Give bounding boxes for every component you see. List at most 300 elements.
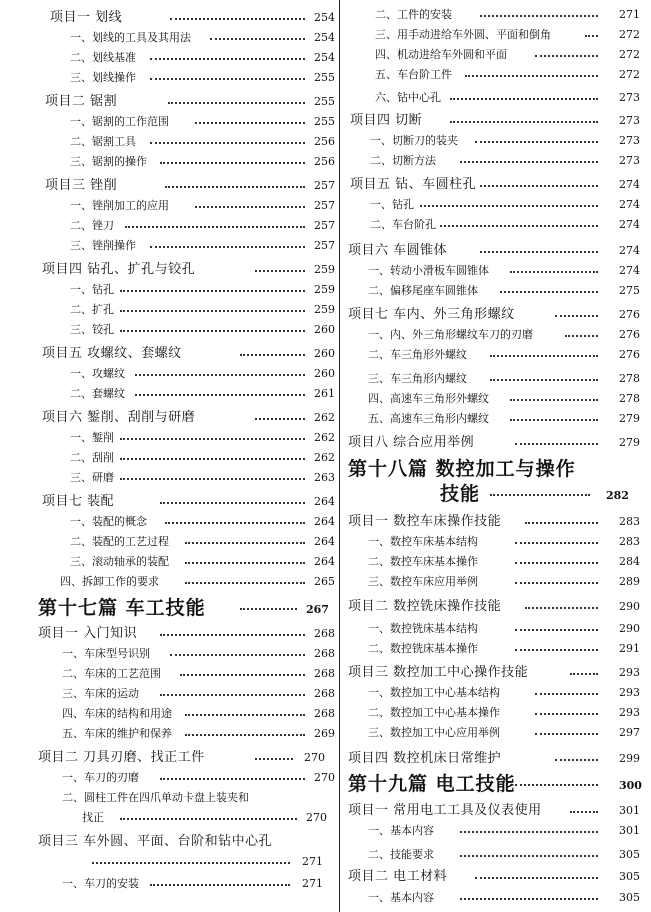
toc-page-number: 274 <box>619 264 640 277</box>
dot-leader <box>150 58 305 60</box>
toc-entry-proj <box>0 8 339 28</box>
toc-entry-proj <box>340 867 651 887</box>
toc-page-number: 263 <box>314 471 335 484</box>
toc-page-number: 268 <box>314 687 335 700</box>
dot-leader <box>185 714 305 716</box>
toc-entry-title: 二、工件的安装 <box>375 8 452 21</box>
toc-entry-title: 一、装配的概念 <box>70 515 147 528</box>
toc-page-number: 290 <box>619 600 640 613</box>
toc-page-number: 273 <box>619 91 640 104</box>
dot-leader <box>150 884 290 886</box>
toc-entry-proj <box>340 597 651 617</box>
toc-entry-title: 项目八 综合应用举例 <box>348 435 475 450</box>
toc-entry-sec <box>0 724 339 744</box>
toc-entry-title: 二、扩孔 <box>70 303 114 316</box>
dot-leader <box>525 522 598 524</box>
toc-entry-title: 第十九篇 电工技能 <box>348 773 516 795</box>
toc-entry-title: 二、切断方法 <box>370 154 436 167</box>
toc-entry-title: 项目五 攻螺纹、套螺纹 <box>42 346 182 361</box>
toc-page-number: 272 <box>619 68 640 81</box>
toc-page-number: 299 <box>619 752 640 765</box>
dot-leader <box>120 438 305 440</box>
dot-leader <box>480 185 598 187</box>
toc-entry-title: 项目一 入门知识 <box>38 626 138 641</box>
toc-entry-title: 项目七 装配 <box>42 494 115 509</box>
toc-entry-title: 项目一 划线 <box>50 10 123 25</box>
toc-entry-title: 项目二 数控铣床操作技能 <box>348 599 502 614</box>
toc-entry-sec <box>340 683 651 703</box>
toc-entry-title: 项目二 锯割 <box>45 94 118 109</box>
toc-entry-sec <box>340 45 651 65</box>
toc-entry-sec <box>340 195 651 215</box>
toc-entry-sec <box>340 723 651 743</box>
dot-leader <box>535 733 598 735</box>
toc-entry-sec <box>340 281 651 301</box>
toc-entry-title: 二、偏移尾座车圆锥体 <box>368 284 478 297</box>
toc-entry-sec <box>340 325 651 345</box>
toc-entry-title: 找正 <box>82 811 104 824</box>
dot-leader <box>500 291 598 293</box>
toc-entry-sec <box>0 152 339 172</box>
toc-entry-sec <box>0 448 339 468</box>
toc-page-number: 275 <box>619 284 640 297</box>
dot-leader <box>170 18 305 20</box>
toc-entry-title: 项目六 錾削、刮削与研磨 <box>42 410 196 425</box>
toc-entry-sec <box>340 845 651 865</box>
toc-entry-title: 一、切断刀的装夹 <box>370 134 458 147</box>
toc-entry-title: 二、车台阶孔 <box>370 218 436 231</box>
toc-page-number: 274 <box>619 218 640 231</box>
toc-entry-sec <box>0 196 339 216</box>
toc-entry-title: 项目三 数控加工中心操作技能 <box>348 665 529 680</box>
dot-leader <box>255 758 293 760</box>
toc-entry-title: 三、铰孔 <box>70 323 114 336</box>
toc-entry-sec <box>0 280 339 300</box>
toc-entry-title: 二、数控铣床基本操作 <box>368 642 478 655</box>
toc-entry-proj <box>340 175 651 195</box>
toc-entry-sec <box>340 639 651 659</box>
dot-leader <box>475 141 598 143</box>
toc-entry-title: 四、高速车三角形外螺纹 <box>368 392 489 405</box>
toc-entry-title: 二、套螺纹 <box>70 387 125 400</box>
toc-page-number: 278 <box>619 372 640 385</box>
dot-leader <box>565 335 598 337</box>
toc-entry-proj <box>340 801 651 821</box>
toc-entry-title: 二、车三角形外螺纹 <box>368 348 467 361</box>
toc-page-number: 282 <box>606 489 629 502</box>
toc-entry-title: 五、车台阶工件 <box>375 68 452 81</box>
dot-leader <box>460 831 598 833</box>
toc-page-number: 254 <box>314 11 335 24</box>
toc-entry-title: 一、车刀的刃磨 <box>62 771 139 784</box>
toc-entry-title: 项目五 钻、车圆柱孔 <box>350 177 477 192</box>
toc-entry-sec <box>0 300 339 320</box>
toc-entry-title: 二、圆柱工件在四爪单动卡盘上装夹和 <box>62 791 249 804</box>
toc-entry-title: 一、数控车床基本结构 <box>368 535 478 548</box>
dot-leader <box>120 818 297 820</box>
toc-page-number: 276 <box>619 308 640 321</box>
dot-leader <box>515 562 598 564</box>
toc-entry-sec <box>0 874 339 894</box>
toc-entry-sec <box>0 384 339 404</box>
toc-page-number: 260 <box>314 367 335 380</box>
toc-page-number: 301 <box>619 804 640 817</box>
dot-leader <box>185 734 305 736</box>
toc-entry-title: 一、錾削 <box>70 431 114 444</box>
toc-entry-title: 一、内、外三角形螺纹车刀的刃磨 <box>368 328 533 341</box>
toc-page-number: 262 <box>314 451 335 464</box>
dot-leader <box>535 713 598 715</box>
toc-page-number: 271 <box>302 877 323 890</box>
toc-entry-part <box>340 774 651 794</box>
toc-entry-sec <box>0 768 339 788</box>
dot-leader <box>570 673 598 675</box>
toc-entry-sec <box>0 320 339 340</box>
dot-leader <box>120 290 305 292</box>
toc-page-number: 267 <box>306 603 329 616</box>
toc-entry-sec <box>0 808 339 828</box>
toc-entry-sec <box>0 532 339 552</box>
toc-entry-sec <box>0 468 339 488</box>
dot-leader <box>165 522 305 524</box>
toc-entry-title: 二、装配的工艺过程 <box>70 535 169 548</box>
toc-entry-part <box>0 598 339 618</box>
toc-page-number: 264 <box>314 495 335 508</box>
toc-page-number: 265 <box>314 575 335 588</box>
dot-leader <box>120 310 305 312</box>
toc-entry-proj <box>0 260 339 280</box>
dot-leader <box>465 75 598 77</box>
toc-entry-sec <box>0 112 339 132</box>
toc-entry-proj <box>0 344 339 364</box>
dot-leader <box>195 206 305 208</box>
toc-entry-sec <box>340 345 651 365</box>
toc-entry-title: 项目二 刀具刃磨、找正工件 <box>38 750 205 765</box>
dot-leader <box>135 394 305 396</box>
dot-leader <box>480 251 598 253</box>
toc-page-number: 270 <box>314 771 335 784</box>
toc-page-number: 270 <box>306 811 327 824</box>
dot-leader <box>490 355 598 357</box>
toc-entry-sec <box>0 572 339 592</box>
toc-entry-title: 六、钻中心孔 <box>375 91 441 104</box>
toc-page-number: 290 <box>619 622 640 635</box>
toc-page-number: 305 <box>619 848 640 861</box>
dot-leader <box>240 354 305 356</box>
toc-entry-sec <box>340 88 651 108</box>
toc-entry-sec <box>0 552 339 572</box>
toc-page-number: 300 <box>619 779 642 792</box>
dot-leader <box>210 38 305 40</box>
toc-entry-title: 一、车刀的安装 <box>62 877 139 890</box>
toc-entry-sec <box>340 65 651 85</box>
toc-page-number: 272 <box>619 28 640 41</box>
toc-entry-title: 三、研磨 <box>70 471 114 484</box>
toc-entry-sec <box>0 428 339 448</box>
dot-leader <box>185 562 305 564</box>
toc-entry-title: 五、车床的维护和保养 <box>62 727 172 740</box>
toc-entry-sec <box>0 48 339 68</box>
toc-entry-title: 一、钻孔 <box>70 283 114 296</box>
dot-leader <box>255 270 305 272</box>
toc-entry-proj <box>0 92 339 112</box>
toc-entry-proj <box>0 748 339 768</box>
toc-entry-title: 一、数控铣床基本结构 <box>368 622 478 635</box>
toc-entry-sec <box>340 25 651 45</box>
toc-entry-proj <box>0 176 339 196</box>
toc-page-number: 257 <box>314 219 335 232</box>
toc-entry-proj <box>0 408 339 428</box>
dot-leader <box>460 898 598 900</box>
toc-entry-sec <box>0 512 339 532</box>
toc-page-number: 297 <box>619 726 640 739</box>
toc-page-number: 260 <box>314 323 335 336</box>
toc-entry-sec <box>0 852 339 872</box>
toc-page-number: 257 <box>314 239 335 252</box>
toc-entry-title: 第十八篇 数控加工与操作 <box>348 458 576 480</box>
toc-entry-title: 技能 <box>440 483 481 505</box>
toc-page-number: 305 <box>619 891 640 904</box>
dot-leader <box>515 443 598 445</box>
dot-leader <box>180 674 305 676</box>
dot-leader <box>515 582 598 584</box>
toc-entry-proj <box>340 512 651 532</box>
toc-page-number: 268 <box>314 707 335 720</box>
dot-leader <box>160 634 305 636</box>
toc-entry-sec <box>340 888 651 908</box>
toc-page-number: 256 <box>314 135 335 148</box>
toc-entry-title: 三、车床的运动 <box>62 687 139 700</box>
toc-entry-title: 一、车床型号识别 <box>62 647 150 660</box>
dot-leader <box>555 315 598 317</box>
toc-page-number: 264 <box>314 555 335 568</box>
dot-leader <box>570 811 598 813</box>
toc-entry-proj <box>340 241 651 261</box>
toc-page-number: 283 <box>619 535 640 548</box>
toc-page-number: 291 <box>619 642 640 655</box>
dot-leader <box>92 862 290 864</box>
toc-entry-title: 二、数控车床基本操作 <box>368 555 478 568</box>
toc-entry-proj <box>0 832 339 852</box>
toc-page-number: 278 <box>619 392 640 405</box>
toc-entry-title: 四、拆卸工作的要求 <box>60 575 159 588</box>
dot-leader <box>120 478 305 480</box>
dot-leader <box>165 186 305 188</box>
dot-leader <box>255 418 305 420</box>
toc-entry-sec <box>0 704 339 724</box>
toc-page-number: 273 <box>619 134 640 147</box>
toc-entry-title: 一、划线的工具及其用法 <box>70 31 191 44</box>
toc-entry-sec <box>0 28 339 48</box>
toc-page-number: 301 <box>619 824 640 837</box>
dot-leader <box>168 102 305 104</box>
toc-entry-proj <box>340 433 651 453</box>
toc-entry-proj <box>340 305 651 325</box>
toc-page-number: 269 <box>314 727 335 740</box>
toc-page-number: 260 <box>314 347 335 360</box>
toc-entry-sec <box>0 664 339 684</box>
dot-leader <box>150 78 305 80</box>
toc-entry-title: 项目六 车圆锥体 <box>348 243 448 258</box>
dot-leader <box>420 205 598 207</box>
toc-page-number: 255 <box>314 95 335 108</box>
dot-leader <box>120 458 305 460</box>
dot-leader <box>515 629 598 631</box>
toc-page-number: 254 <box>314 31 335 44</box>
toc-page-number: 268 <box>314 627 335 640</box>
toc-page-number: 255 <box>314 115 335 128</box>
toc-entry-sec <box>340 151 651 171</box>
toc-entry-title: 三、锯割的操作 <box>70 155 147 168</box>
toc-entry-title: 项目一 常用电工工具及仪表使用 <box>348 803 542 818</box>
toc-entry-sec <box>340 5 651 25</box>
dot-leader <box>195 122 305 124</box>
dot-leader <box>450 98 598 100</box>
toc-entry-title: 项目四 切断 <box>350 113 423 128</box>
toc-page-number: 284 <box>619 555 640 568</box>
toc-entry-sec <box>0 236 339 256</box>
dot-leader <box>160 694 305 696</box>
dot-leader <box>150 142 305 144</box>
dot-leader <box>515 542 598 544</box>
toc-page-number: 289 <box>619 575 640 588</box>
toc-page-number: 293 <box>619 706 640 719</box>
dot-leader <box>160 778 305 780</box>
toc-entry-title: 项目四 钻孔、扩孔与铰孔 <box>42 262 196 277</box>
dot-leader <box>555 759 598 761</box>
toc-entry-proj <box>340 749 651 769</box>
toc-entry-sec <box>0 68 339 88</box>
dot-leader <box>535 693 598 695</box>
toc-entry-title: 三、锉削操作 <box>70 239 136 252</box>
dot-leader <box>480 15 598 17</box>
toc-entry-title: 三、车三角形内螺纹 <box>368 372 467 385</box>
toc-entry-sec <box>0 216 339 236</box>
toc-entry-sec <box>340 409 651 429</box>
toc-entry-title: 二、划线基准 <box>70 51 136 64</box>
toc-entry-title: 四、机动进给车外圆和平面 <box>375 48 507 61</box>
toc-page-number: 274 <box>619 178 640 191</box>
toc-entry-title: 三、划线操作 <box>70 71 136 84</box>
toc-page-number: 279 <box>619 436 640 449</box>
toc-entry-title: 一、基本内容 <box>368 891 434 904</box>
toc-entry-sec <box>0 684 339 704</box>
toc-entry-sec <box>340 369 651 389</box>
toc-page-number: 273 <box>619 114 640 127</box>
toc-entry-sec <box>0 788 339 808</box>
toc-page-number: 259 <box>314 303 335 316</box>
dot-leader <box>120 330 305 332</box>
toc-entry-sec <box>340 552 651 572</box>
toc-page-number: 271 <box>302 855 323 868</box>
toc-page-number: 276 <box>619 328 640 341</box>
toc-entry-sec <box>340 131 651 151</box>
dot-leader <box>460 855 598 857</box>
dot-leader <box>160 502 305 504</box>
toc-entry-title: 项目四 数控机床日常维护 <box>348 751 502 766</box>
dot-leader <box>510 271 598 273</box>
toc-page-number: 268 <box>314 667 335 680</box>
toc-entry-part <box>340 459 651 479</box>
toc-entry-title: 一、锯割的工作范围 <box>70 115 169 128</box>
toc-entry-sec <box>0 132 339 152</box>
dot-leader <box>490 379 598 381</box>
toc-entry-title: 三、用手动进给车外圆、平面和倒角 <box>375 28 551 41</box>
toc-entry-title: 二、数控加工中心基本操作 <box>368 706 500 719</box>
toc-entry-proj <box>340 663 651 683</box>
toc-entry-title: 四、车床的结构和用途 <box>62 707 172 720</box>
dot-leader <box>125 226 305 228</box>
toc-entry-sec <box>0 364 339 384</box>
toc-entry-title: 一、转动小滑板车圆锥体 <box>368 264 489 277</box>
toc-page-number: 259 <box>314 283 335 296</box>
toc-entry-title: 二、锯割工具 <box>70 135 136 148</box>
dot-leader <box>535 55 598 57</box>
toc-page-number: 262 <box>314 431 335 444</box>
dot-leader <box>185 582 305 584</box>
toc-entry-sec <box>340 619 651 639</box>
toc-entry-proj <box>340 111 651 131</box>
toc-entry-title: 项目一 数控车床操作技能 <box>348 514 502 529</box>
toc-entry-proj <box>0 492 339 512</box>
toc-entry-title: 项目七 车内、外三角形螺纹 <box>348 307 515 322</box>
toc-entry-title: 二、车床的工艺范围 <box>62 667 161 680</box>
toc-entry-title: 一、数控加工中心基本结构 <box>368 686 500 699</box>
dot-leader <box>515 784 598 786</box>
toc-page-number: 264 <box>314 515 335 528</box>
dot-leader <box>490 494 590 496</box>
toc-page-number: 256 <box>314 155 335 168</box>
toc-entry-title: 项目三 车外圆、平面、台阶和钻中心孔 <box>38 834 273 849</box>
toc-entry-title: 二、锉刀 <box>70 219 114 232</box>
dot-leader <box>450 121 598 123</box>
toc-entry-sec <box>340 532 651 552</box>
toc-entry-sec <box>340 261 651 281</box>
toc-entry-title: 三、数控加工中心应用举例 <box>368 726 500 739</box>
dot-leader <box>240 608 297 610</box>
toc-entry-proj <box>0 624 339 644</box>
toc-page-number: 273 <box>619 154 640 167</box>
dot-leader <box>515 649 598 651</box>
toc-entry-title: 三、数控车床应用举例 <box>368 575 478 588</box>
toc-entry-title: 二、刮削 <box>70 451 114 464</box>
toc-page-number: 262 <box>314 411 335 424</box>
dot-leader <box>475 877 598 879</box>
toc-entry-title: 项目三 锉削 <box>45 178 118 193</box>
toc-entry-title: 第十七篇 车工技能 <box>38 597 206 619</box>
dot-leader <box>510 419 598 421</box>
toc-page-number: 272 <box>619 48 640 61</box>
toc-page-number: 255 <box>314 71 335 84</box>
toc-page-number: 261 <box>314 387 335 400</box>
toc-page-number: 254 <box>314 51 335 64</box>
toc-page-number: 268 <box>314 647 335 660</box>
toc-entry-title: 一、锉削加工的应用 <box>70 199 169 212</box>
toc-entry-title: 一、攻螺纹 <box>70 367 125 380</box>
toc-entry-part <box>340 484 651 504</box>
toc-entry-title: 一、基本内容 <box>368 824 434 837</box>
toc-entry-sec <box>340 821 651 841</box>
dot-leader <box>460 161 598 163</box>
toc-page-number: 257 <box>314 179 335 192</box>
dot-leader <box>440 225 598 227</box>
toc-page-number: 283 <box>619 515 640 528</box>
dot-leader <box>585 35 598 37</box>
toc-page-number: 259 <box>314 263 335 276</box>
dot-leader <box>525 607 598 609</box>
dot-leader <box>160 162 305 164</box>
toc-entry-title: 二、技能要求 <box>368 848 434 861</box>
